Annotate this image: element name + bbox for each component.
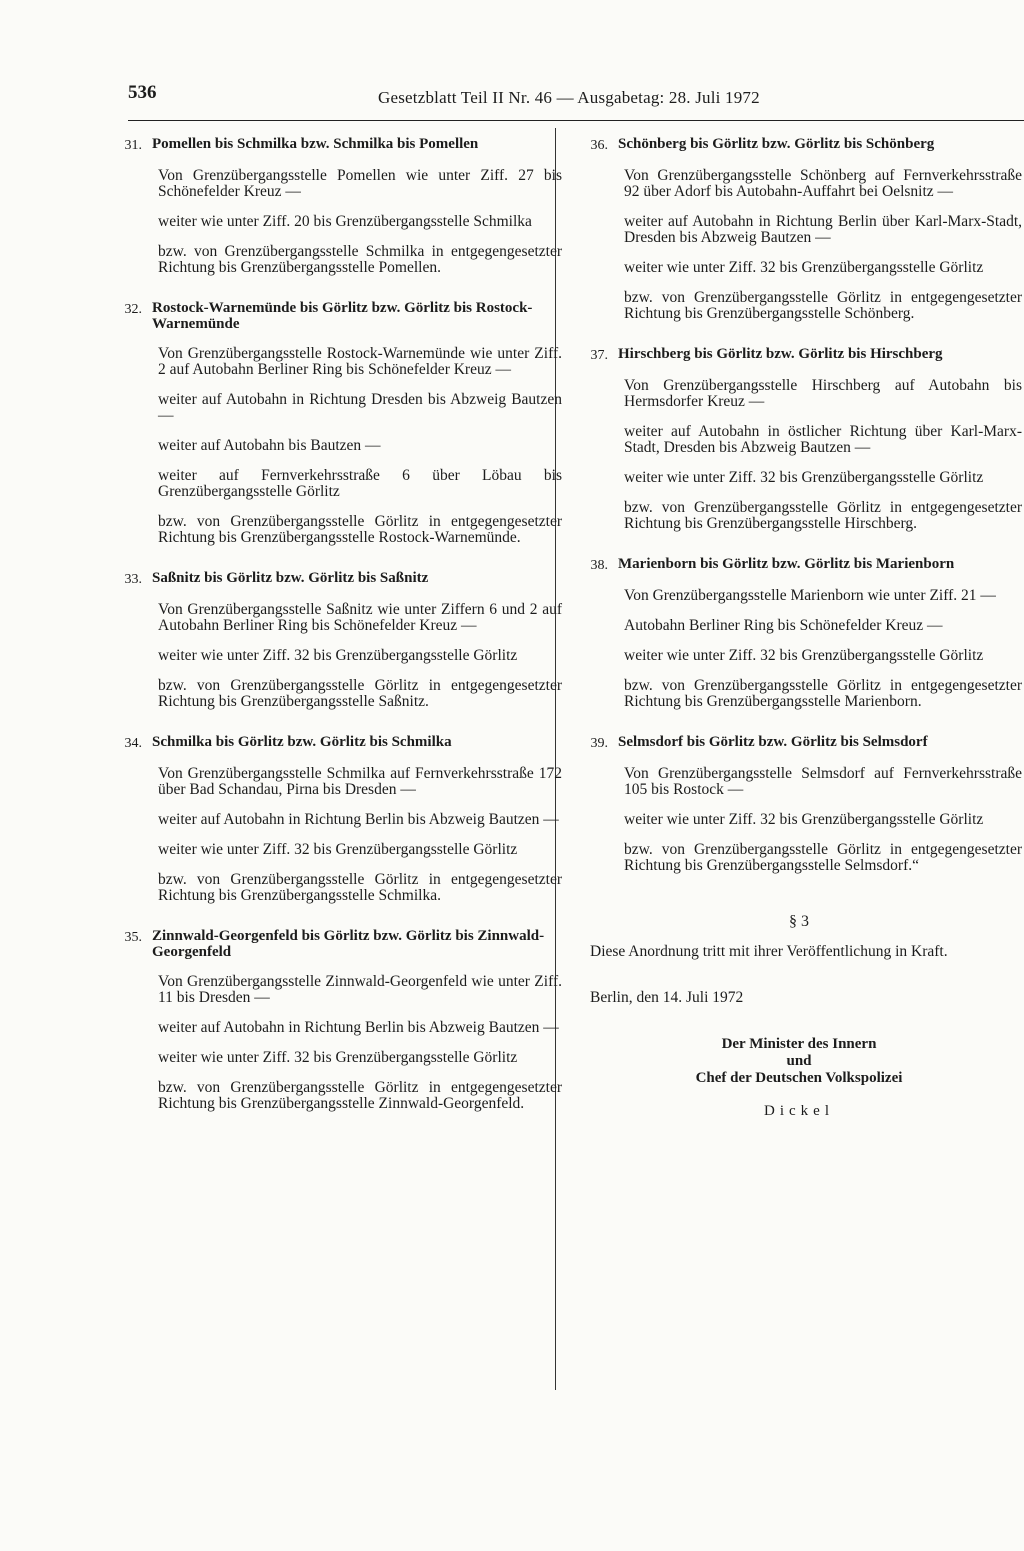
entry-heading xyxy=(576,346,1022,364)
entry-paragraph: weiter auf Fernverkehrsstraße 6 über Löbau bis Grenzübergangsstelle Görlitz xyxy=(158,467,562,500)
entry-title: Zinnwald-Georgenfeld bis Görlitz bzw. Görlitz bis Zinnwald-Georgenfeld xyxy=(152,928,545,960)
entry-title: Schmilka bis Görlitz bzw. Görlitz bis Schmilka xyxy=(152,734,452,750)
route-entry xyxy=(110,734,562,904)
signer-name: Dickel xyxy=(764,1103,834,1119)
entry-paragraph: weiter auf Autobahn in Richtung Dresden bis Abzweig Bautzen — xyxy=(158,391,562,424)
route-entry xyxy=(110,136,562,276)
right-entries xyxy=(576,136,1022,874)
page-header xyxy=(128,82,1024,116)
route-entry xyxy=(576,136,1022,322)
entry-paragraph: bzw. von Grenzübergangsstelle Görlitz in entgegengesetzter Richtung bis Grenzübergangsstelle Schmilka. xyxy=(158,871,562,904)
entry-number: 34. xyxy=(124,736,142,751)
signatory-block xyxy=(576,1036,1022,1087)
entry-title: Selmsdorf bis Görlitz bzw. Görlitz bis Selmsdorf xyxy=(618,734,928,750)
entry-paragraph: Von Grenzübergangsstelle Saßnitz wie unter Ziffern 6 und 2 auf Autobahn Berliner Ring bis Schönefelder Kreuz — xyxy=(158,601,562,634)
entry-paragraph: Von Grenzübergangsstelle Zinnwald-Georgenfeld wie unter Ziff. 11 bis Dresden — xyxy=(158,973,562,1006)
right-column xyxy=(576,136,1022,1119)
entry-paragraph: bzw. von Grenzübergangsstelle Görlitz in entgegengesetzter Richtung bis Grenzübergangsstelle Saßnitz. xyxy=(158,677,562,710)
entry-title: Schönberg bis Görlitz bzw. Görlitz bis Schönberg xyxy=(618,136,935,152)
left-column xyxy=(110,136,562,1136)
entry-paragraph: weiter auf Autobahn in Richtung Berlin über Karl-Marx-Stadt, Dresden bis Abzweig Bautzen — xyxy=(624,213,1022,246)
entry-paragraph: weiter wie unter Ziff. 32 bis Grenzübergangsstelle Görlitz xyxy=(158,647,518,664)
entry-paragraph: Von Grenzübergangsstelle Marienborn wie unter Ziff. 21 — xyxy=(624,587,996,604)
header-rule xyxy=(128,120,1024,121)
entry-paragraph: Von Grenzübergangsstelle Pomellen wie unter Ziff. 27 bis Schönefelder Kreuz — xyxy=(158,167,562,200)
entry-paragraph: weiter auf Autobahn in Richtung Berlin bis Abzweig Bautzen — xyxy=(158,811,559,828)
entry-paragraph: weiter wie unter Ziff. 32 bis Grenzübergangsstelle Görlitz xyxy=(624,469,984,486)
entry-paragraph: bzw. von Grenzübergangsstelle Görlitz in entgegengesetzter Richtung bis Grenzübergangsstelle Selmsdorf.“ xyxy=(624,841,1022,874)
entry-paragraph: weiter wie unter Ziff. 32 bis Grenzübergangsstelle Görlitz xyxy=(158,841,518,858)
entry-paragraph: weiter wie unter Ziff. 32 bis Grenzübergangsstelle Görlitz xyxy=(624,259,984,276)
entry-paragraph: Von Grenzübergangsstelle Selmsdorf auf Fernverkehrsstraße 105 bis Rostock — xyxy=(624,765,1022,798)
entry-title: Marienborn bis Görlitz bzw. Görlitz bis Marienborn xyxy=(618,556,955,572)
signatory-line: Chef der Deutschen Volkspolizei xyxy=(695,1070,903,1086)
entry-title: Pomellen bis Schmilka bzw. Schmilka bis Pomellen xyxy=(152,136,479,152)
page-number: 536 xyxy=(128,82,157,103)
entry-heading xyxy=(576,556,1022,574)
entry-number: 37. xyxy=(590,348,608,363)
entry-paragraph: Von Grenzübergangsstelle Schönberg auf Fernverkehrsstraße 92 über Adorf bis Autobahn-Auffahrt bei Oelsnitz — xyxy=(624,167,1022,200)
entry-number: 39. xyxy=(590,736,608,751)
entry-title: Rostock-Warnemünde bis Görlitz bzw. Görlitz bis Rostock-Warnemünde xyxy=(152,300,533,332)
route-entry xyxy=(576,346,1022,532)
entry-number: 31. xyxy=(124,138,142,153)
entry-heading xyxy=(110,300,562,332)
route-entry xyxy=(110,928,562,1112)
entry-paragraph: bzw. von Grenzübergangsstelle Görlitz in entgegengesetzter Richtung bis Grenzübergangsstelle Marienborn. xyxy=(624,677,1022,710)
entry-paragraph: bzw. von Grenzübergangsstelle Görlitz in entgegengesetzter Richtung bis Grenzübergangsstelle Hirschberg. xyxy=(624,499,1022,532)
entry-paragraph: bzw. von Grenzübergangsstelle Görlitz in entgegengesetzter Richtung bis Grenzübergangsstelle Zinnwald-Georgenfeld. xyxy=(158,1079,562,1112)
entry-number: 35. xyxy=(124,930,142,945)
route-entry xyxy=(110,570,562,710)
entry-paragraph: Autobahn Berliner Ring bis Schönefelder Kreuz — xyxy=(624,617,943,634)
route-entry xyxy=(576,556,1022,710)
entry-heading xyxy=(576,734,1022,752)
dateline: Berlin, den 14. Juli 1972 xyxy=(590,989,744,1006)
entry-heading xyxy=(576,136,1022,154)
entry-paragraph: bzw. von Grenzübergangsstelle Görlitz in entgegengesetzter Richtung bis Grenzübergangsstelle Schönberg. xyxy=(624,289,1022,322)
entry-number: 38. xyxy=(590,558,608,573)
entry-heading xyxy=(110,928,562,960)
entry-paragraph: bzw. von Grenzübergangsstelle Schmilka in entgegengesetzter Richtung bis Grenzübergangsstelle Pomellen. xyxy=(158,243,562,276)
entry-paragraph: weiter wie unter Ziff. 20 bis Grenzübergangsstelle Schmilka xyxy=(158,213,532,230)
entry-paragraph: weiter wie unter Ziff. 32 bis Grenzübergangsstelle Görlitz xyxy=(624,811,984,828)
entry-number: 32. xyxy=(124,302,142,317)
entry-heading xyxy=(110,570,562,588)
entry-heading xyxy=(110,136,562,154)
section-mark: § 3 xyxy=(789,913,809,930)
entry-paragraph: weiter auf Autobahn bis Bautzen — xyxy=(158,437,381,454)
entry-number: 33. xyxy=(124,572,142,587)
entry-paragraph: weiter auf Autobahn in östlicher Richtung über Karl-Marx-Stadt, Dresden bis Abzweig Bautzen — xyxy=(624,423,1022,456)
entry-paragraph: weiter auf Autobahn in Richtung Berlin bis Abzweig Bautzen — xyxy=(158,1019,559,1036)
route-entry xyxy=(110,300,562,546)
signatory-line: Der Minister des Innern xyxy=(721,1036,877,1052)
entry-paragraph: Von Grenzübergangsstelle Schmilka auf Fernverkehrsstraße 172 über Bad Schandau, Pirna bis Dresden — xyxy=(158,765,562,798)
entry-paragraph: weiter wie unter Ziff. 32 bis Grenzübergangsstelle Görlitz xyxy=(624,647,984,664)
closing-text: Diese Anordnung tritt mit ihrer Veröffentlichung in Kraft. xyxy=(590,943,948,960)
entry-paragraph: weiter wie unter Ziff. 32 bis Grenzübergangsstelle Görlitz xyxy=(158,1049,518,1066)
entry-title: Saßnitz bis Görlitz bzw. Görlitz bis Saßnitz xyxy=(152,570,429,586)
route-entry xyxy=(576,734,1022,874)
entry-paragraph: bzw. von Grenzübergangsstelle Görlitz in entgegengesetzter Richtung bis Grenzübergangsstelle Rostock-Warnemünde. xyxy=(158,513,562,546)
entry-title: Hirschberg bis Görlitz bzw. Görlitz bis Hirschberg xyxy=(618,346,943,362)
entry-paragraph: Von Grenzübergangsstelle Rostock-Warnemünde wie unter Ziff. 2 auf Autobahn Berliner Ring bis Schönefelder Kreuz — xyxy=(158,345,562,378)
signatory-line: und xyxy=(786,1053,812,1069)
entry-paragraph: Von Grenzübergangsstelle Hirschberg auf Autobahn bis Hermsdorfer Kreuz — xyxy=(624,377,1022,410)
header-title: Gesetzblatt Teil II Nr. 46 — Ausgabetag: 28. Juli 1972 xyxy=(378,88,760,107)
entry-heading xyxy=(110,734,562,752)
entry-number: 36. xyxy=(590,138,608,153)
